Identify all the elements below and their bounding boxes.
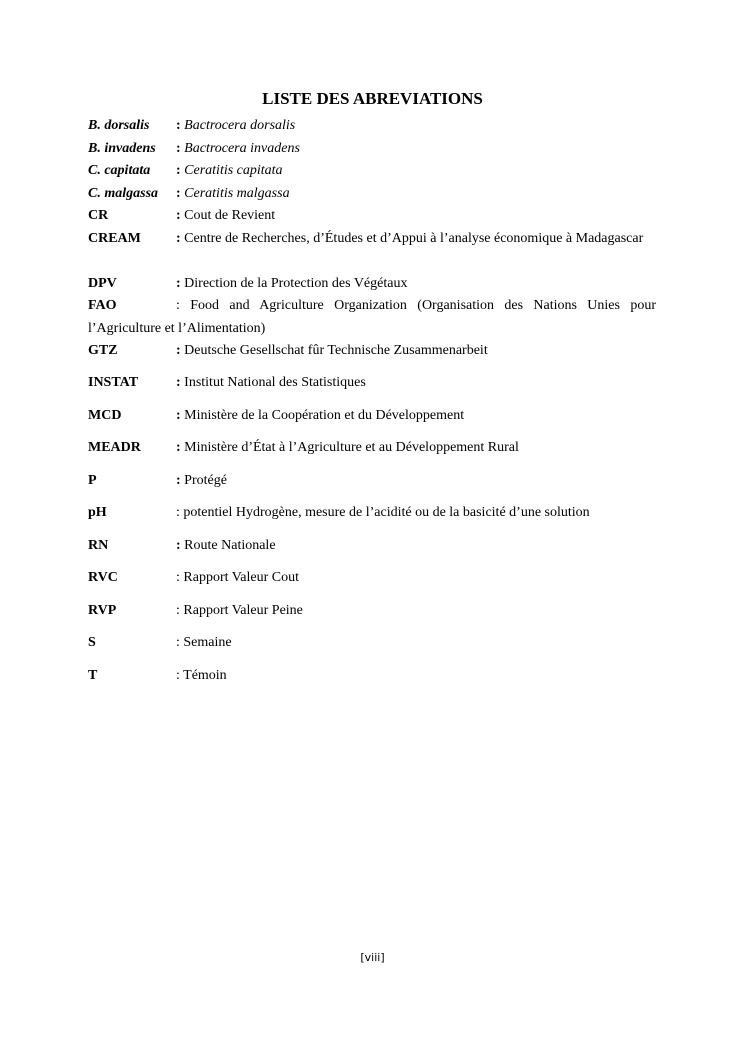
abbreviation: DPV — [88, 276, 117, 291]
abbreviation: pH — [88, 505, 107, 520]
definition: : Ceratitis malgassa — [176, 186, 290, 201]
abbreviation: CREAM — [88, 231, 141, 246]
definition: : Bactrocera invadens — [176, 141, 300, 156]
abbreviation: C. malgassa — [88, 186, 159, 201]
definition-wrapped: FAO : Food and Agriculture Organization (Organisation des Nations Unies pour l’Agriculture et l’Alimentation) — [88, 295, 656, 340]
definition: : Route Nationale — [176, 538, 276, 553]
abbreviation: T — [88, 668, 98, 683]
abbreviation: C. capitata — [88, 163, 151, 178]
abbreviation: B. dorsalis — [88, 118, 150, 133]
abbreviation: B. invadens — [88, 141, 156, 156]
abbreviation: MEADR — [88, 440, 141, 455]
abbreviation: FAO — [88, 298, 117, 313]
definition: : Direction de la Protection des Végétaux — [176, 276, 408, 291]
abbreviation: GTZ — [88, 343, 118, 358]
page-title: LISTE DES ABREVIATIONS — [262, 89, 483, 108]
definition: : Bactrocera dorsalis — [176, 118, 296, 133]
abbreviation: INSTAT — [88, 375, 139, 390]
definition: Food and Agriculture Organization (Organisation des Nations Unies pour l’Agriculture et l’Alimentation) — [88, 298, 656, 336]
definition: : Ministère d’État à l’Agriculture et au Développement Rural — [176, 440, 519, 455]
definition: : Rapport Valeur Peine — [176, 603, 303, 618]
definition: Centre de Recherches, d’Études et d’Appui à l’analyse économique à Madagascar — [180, 231, 644, 246]
definition: : Ceratitis capitata — [176, 163, 283, 178]
definition: : potentiel Hydrogène, mesure de l’acidité ou de la basicité d’une solution — [176, 505, 590, 520]
abbreviation: RN — [88, 538, 109, 553]
abbreviation: RVC — [88, 570, 118, 585]
definition: : Ministère de la Coopération et du Développement — [176, 408, 465, 423]
abbreviation: RVP — [88, 603, 117, 618]
page-number: [viii] — [360, 951, 385, 964]
definition: : Témoin — [176, 668, 227, 683]
abbreviation: P — [88, 473, 97, 488]
abbreviation: MCD — [88, 408, 122, 423]
abbreviation: CR — [88, 208, 109, 223]
definition: : Protégé — [176, 473, 227, 488]
definition-wrapped: CREAM : Centre de Recherches, d’Études et d’Appui à l’analyse économique à Madagascar — [88, 228, 656, 251]
definition: : Institut National des Statistiques — [176, 375, 366, 390]
abbreviation: S — [88, 635, 96, 650]
definition: : Rapport Valeur Cout — [176, 570, 300, 585]
definition: : Cout de Revient — [176, 208, 276, 223]
definition: : Deutsche Gesellschat fûr Technische Zusammenarbeit — [176, 343, 488, 358]
definition: : Semaine — [176, 635, 232, 650]
